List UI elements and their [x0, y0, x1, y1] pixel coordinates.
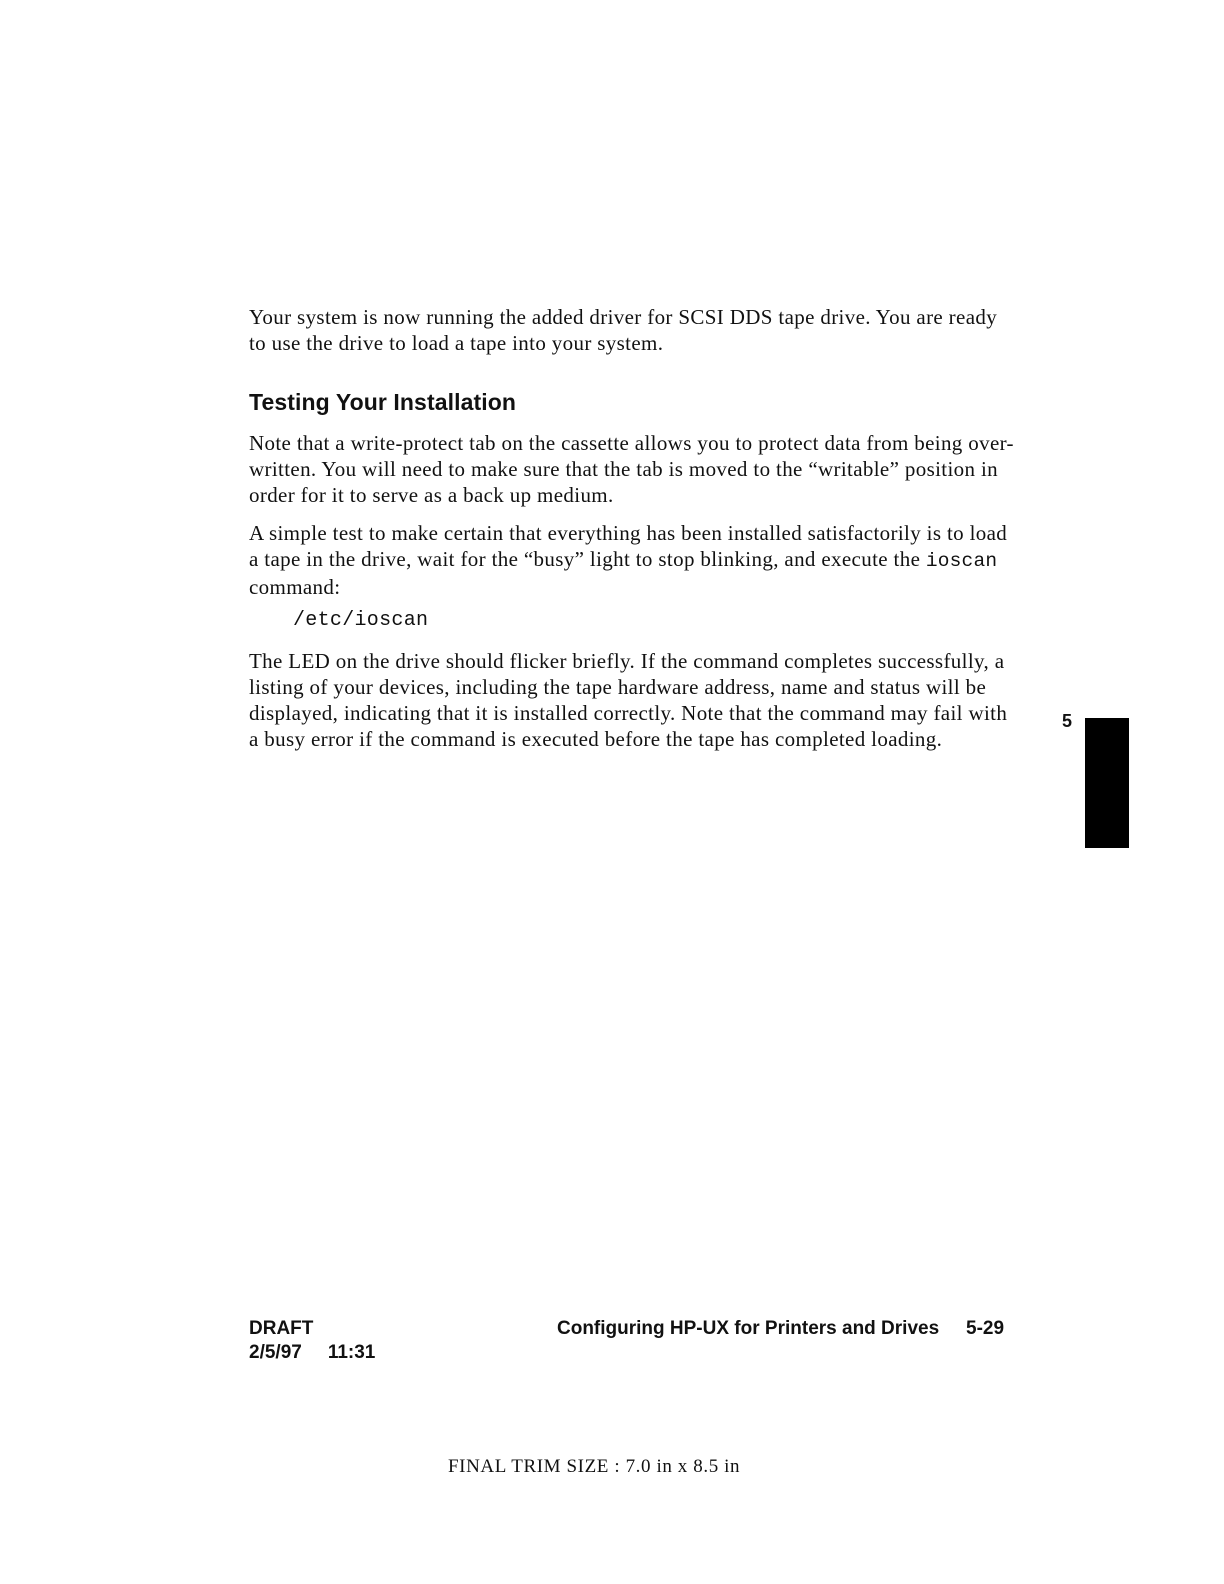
led-paragraph: The LED on the drive should flicker briefly. If the command completes successfully, a listing of your devices, including the tape hardware address, name and status will be displayed, indicating that it is installed correctly. Note that the command may fail with a busy error if the command is executed before the tape has completed loading. [249, 649, 1008, 751]
footer-page-number: 5-29 [966, 1318, 1005, 1339]
footer-draft-label: DRAFT [249, 1318, 314, 1339]
inline-command: ioscan [925, 550, 998, 572]
footer-date: 2/5/97 [249, 1342, 302, 1363]
footer-date-time [249, 1342, 375, 1364]
write-protect-paragraph: Note that a write-protect tab on the cassette allows you to protect data from being over-written. You will need to make sure that the tab is moved to the “writable” position in order for it to serve as a back up medium. [249, 431, 1014, 507]
simple-test-paragraph [249, 520, 1019, 600]
footer-chapter-title: Configuring HP-UX for Printers and Drives [557, 1318, 940, 1339]
command-code-line: /etc/ioscan [293, 609, 429, 632]
section-heading: Testing Your Installation [249, 389, 517, 415]
trim-size-note: FINAL TRIM SIZE : 7.0 in x 8.5 in [448, 1456, 741, 1477]
simple-test-text: A simple test to make certain that everything has been installed satisfactorily is to load a tape in the drive, wait for the “busy” light to stop blinking, and execute the [249, 521, 1008, 571]
intro-paragraph: Your system is now running the added driver for SCSI DDS tape drive. You are ready to use the drive to load a tape into your system. [249, 305, 998, 355]
simple-test-text-end: command: [249, 575, 341, 599]
chapter-thumb-tab [1085, 718, 1129, 848]
footer-time: 11:31 [327, 1342, 376, 1363]
chapter-number: 5 [1062, 711, 1073, 731]
